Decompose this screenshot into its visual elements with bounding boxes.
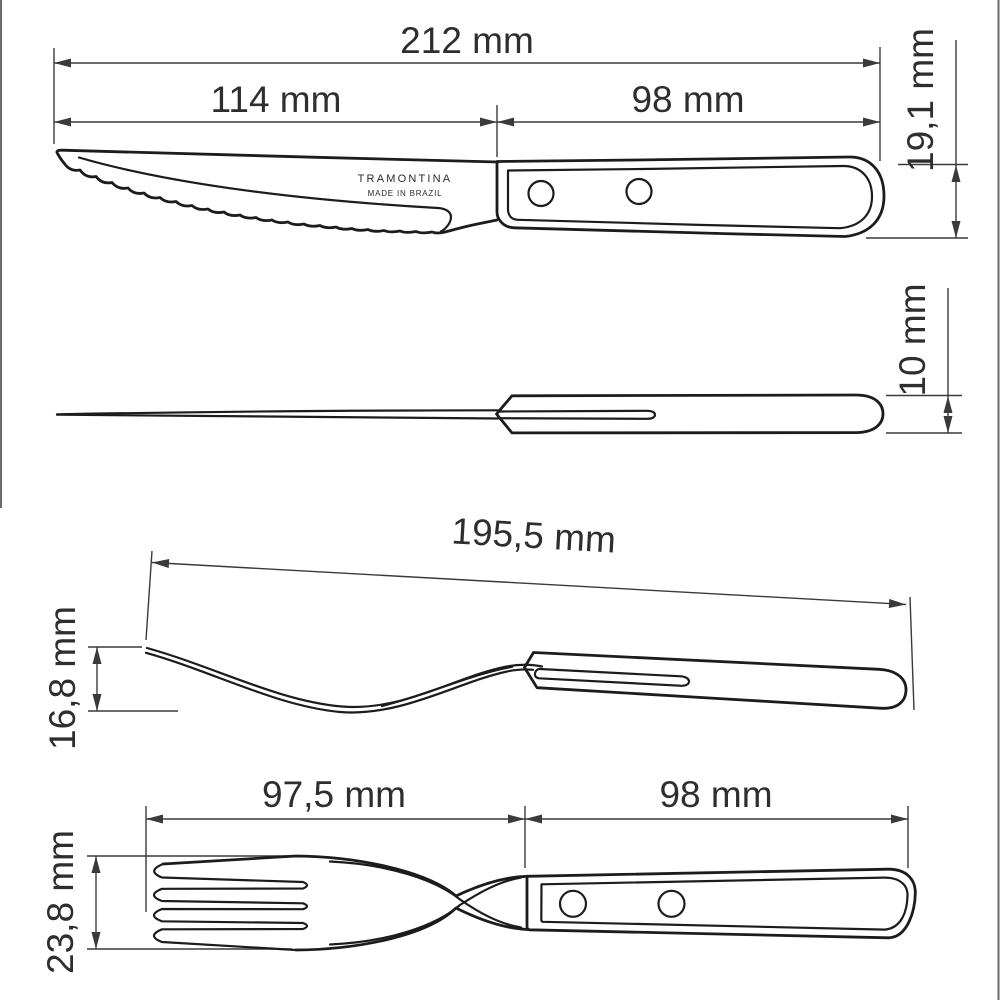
knife-top-view [57, 283, 962, 433]
fork-profile-height-dimension [42, 606, 178, 750]
fork-profile-head-edge-line [382, 667, 512, 706]
knife-thickness-dimension [886, 283, 962, 433]
knife-top-handle-outline [497, 395, 884, 433]
fork-rivet-front [560, 891, 586, 917]
fork-total-length-dimension [146, 510, 914, 710]
origin-etching: MADE IN BRAZIL [367, 189, 443, 198]
fork-handle-length-label: 98 mm [659, 774, 773, 815]
fork-side-tang-slot [535, 669, 689, 686]
knife-blade-length-label: 114 mm [210, 79, 342, 120]
fork-neck-rim-line-upper [330, 862, 521, 928]
knife-total-length-dimension [54, 20, 880, 161]
knife-total-length-label: 212 mm [400, 20, 534, 61]
knife-handle-inner-line [508, 166, 872, 228]
knife-thickness-label: 10 mm [892, 283, 933, 397]
knife-top-tang-slot [500, 411, 655, 419]
fork-handle-length-dimension [525, 774, 908, 868]
fork-tines-outline [154, 864, 307, 950]
fork-total-length-label: 195,5 mm [450, 510, 617, 561]
fork-head-length-label: 97,5 mm [262, 774, 406, 815]
knife-handle-height-dimension [866, 28, 968, 238]
fork-top-handle-inner-line [541, 878, 907, 930]
fork-rivet-back [659, 891, 685, 917]
fork-head-width-label: 23,8 mm [40, 830, 81, 974]
knife-top-blade-lower-edge [57, 415, 498, 419]
fork-top-view [40, 774, 915, 974]
fork-side-view [42, 510, 914, 750]
knife-side-view [54, 20, 968, 238]
fork-profile-lower-curve [146, 653, 533, 713]
knife-top-blade-upper-edge [57, 410, 498, 414]
fork-profile-height-label: 16,8 mm [42, 606, 83, 750]
knife-blade-length-dimension [54, 79, 497, 157]
knife-handle-height-label: 19,1 mm [900, 28, 941, 172]
fork-neck-rim-line-lower [330, 878, 521, 945]
knife-handle-length-dimension [497, 79, 880, 127]
knife-rivet-back [627, 179, 652, 204]
knife-rivet-front [529, 181, 554, 206]
arrowhead-right [863, 59, 880, 68]
brand-etching: TRAMONTINA [357, 173, 453, 185]
arrowhead-left [54, 59, 71, 68]
knife-handle-length-label: 98 mm [631, 79, 745, 120]
